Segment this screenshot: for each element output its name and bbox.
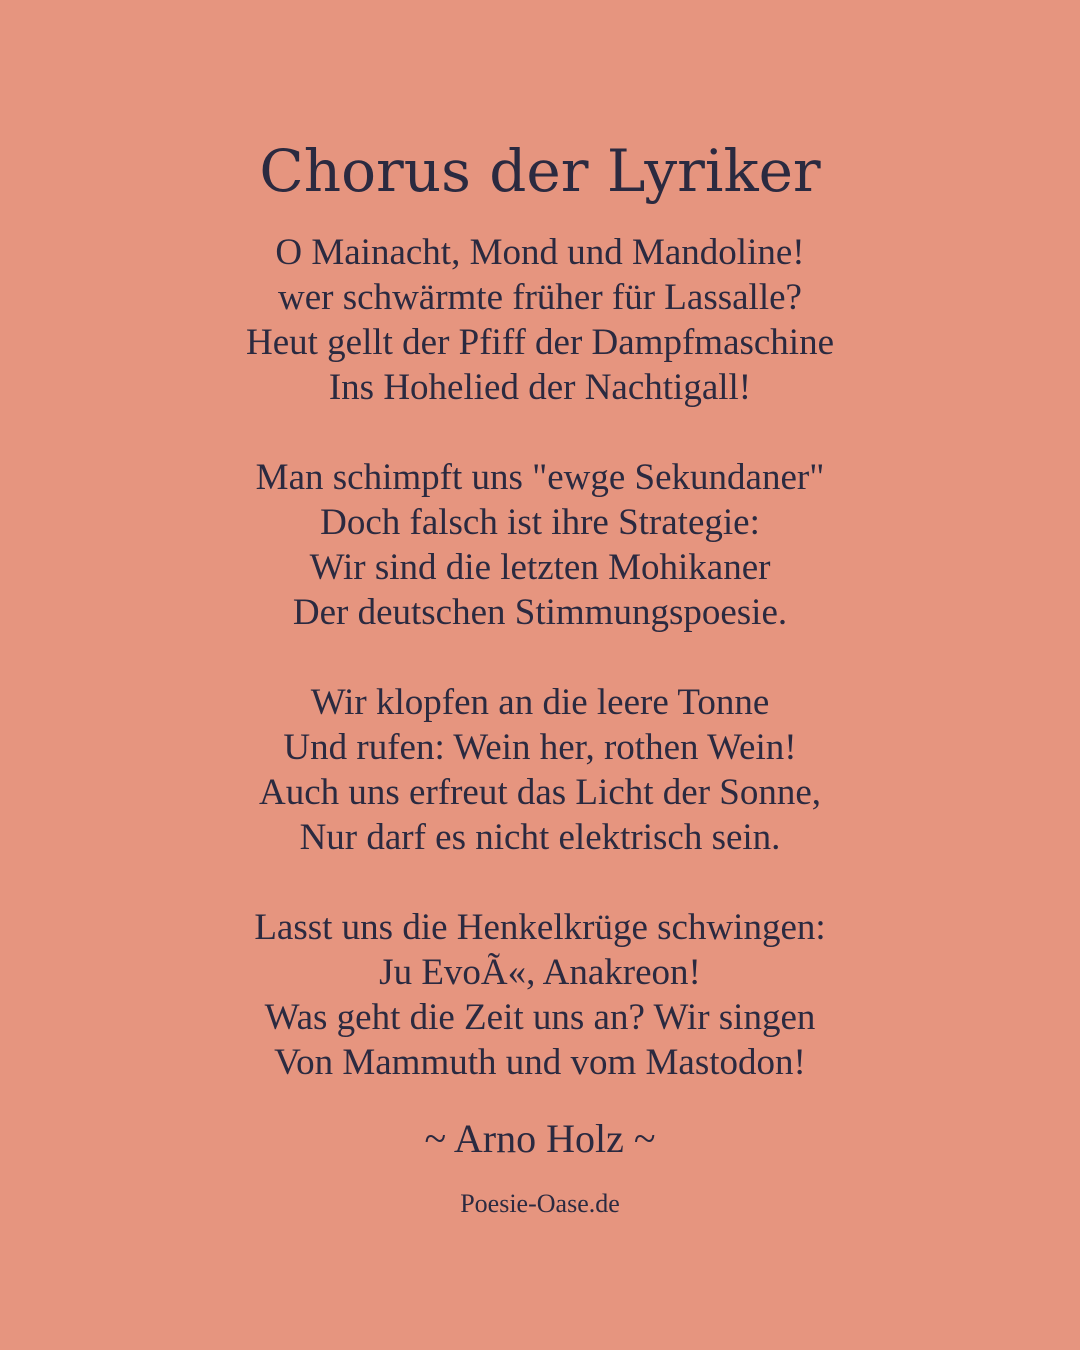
stanza-2 <box>0 455 1080 635</box>
poem-title: Chorus der Lyriker <box>259 137 821 205</box>
poem-line: Doch falsch ist ihre Strategie: <box>320 502 760 543</box>
poem-line: Und rufen: Wein her, rothen Wein! <box>283 727 797 768</box>
poem-line: Auch uns erfreut das Licht der Sonne, <box>258 772 822 813</box>
poem-line: Wir sind die letzten Mohikaner <box>309 547 771 588</box>
poem-line: Der deutschen Stimmungspoesie. <box>292 592 788 633</box>
poem-line: Was geht die Zeit uns an? Wir singen <box>264 997 816 1038</box>
poem-line: Heut gellt der Pfiff der Dampfmaschine <box>245 322 835 363</box>
poem-line: Wir klopfen an die leere Tonne <box>310 682 770 723</box>
poem-line: Man schimpft uns "ewge Sekundaner" <box>255 457 825 498</box>
poem-author: ~ Arno Holz ~ <box>424 1116 656 1161</box>
site-credit: Poesie-Oase.de <box>460 1189 620 1218</box>
poem-line: O Mainacht, Mond und Mandoline! <box>275 232 805 273</box>
poem-line: Von Mammuth und vom Mastodon! <box>274 1042 806 1083</box>
poem-line: Lasst uns die Henkelkrüge schwingen: <box>254 907 826 948</box>
poem-line: Nur darf es nicht elektrisch sein. <box>299 817 781 858</box>
poem-line: wer schwärmte früher für Lassalle? <box>278 277 802 318</box>
poem-line: Ju EvoÃ«, Anakreon! <box>379 952 701 993</box>
poem-line: Ins Hohelied der Nachtigall! <box>328 367 752 408</box>
stanza-1 <box>0 230 1080 410</box>
stanza-4 <box>0 905 1080 1085</box>
stanza-3 <box>0 680 1080 860</box>
poem-body <box>0 230 1080 1130</box>
